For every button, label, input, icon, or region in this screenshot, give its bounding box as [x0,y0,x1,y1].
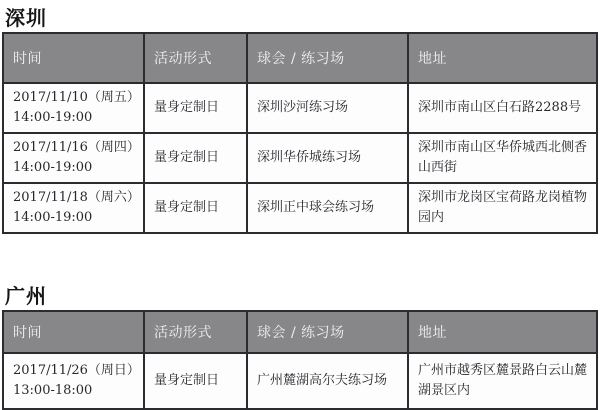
table-row [3,353,597,409]
table-row [3,183,597,233]
time-range: 13:00-18:00 [13,383,93,398]
table-row [3,133,597,183]
schedule-table-shenzhen [2,32,598,234]
time-date: 2017/11/26（周日） [13,363,140,378]
cell-time [3,183,144,233]
cell-address: 广州市越秀区麓景路白云山麓湖景区内 [408,353,597,409]
cell-address: 深圳市南山区华侨城西北侧香山西街 [408,133,597,183]
section-guangzhou [0,234,600,410]
cell-venue: 广州麓湖高尔夫练习场 [247,353,408,409]
cell-venue: 深圳华侨城练习场 [247,133,408,183]
table-header-row [3,33,597,83]
column-header-venue: 球会 / 练习场 [247,311,408,353]
column-header-address: 地址 [408,311,597,353]
column-header-activity: 活动形式 [144,33,247,83]
time-date: 2017/11/18（周六） [13,190,140,205]
table-header-row [3,311,597,353]
column-header-activity: 活动形式 [144,311,247,353]
cell-time [3,83,144,133]
time-range: 14:00-19:00 [13,210,93,225]
table-row [3,83,597,133]
time-date: 2017/11/16（周四） [13,140,140,155]
time-date: 2017/11/10（周五） [13,90,140,105]
cell-activity: 量身定制日 [144,133,247,183]
section-title-shenzhen: 深圳 [5,6,47,30]
column-header-venue: 球会 / 练习场 [247,33,408,83]
time-range: 14:00-19:00 [13,160,93,175]
column-header-time: 时间 [3,311,144,353]
column-header-time: 时间 [3,33,144,83]
column-header-address: 地址 [408,33,597,83]
cell-venue: 深圳沙河练习场 [247,83,408,133]
cell-activity: 量身定制日 [144,353,247,409]
cell-time [3,133,144,183]
cell-address: 深圳市南山区白石路2288号 [408,83,597,133]
time-range: 14:00-19:00 [13,110,93,125]
section-title-guangzhou: 广州 [5,284,47,308]
cell-venue: 深圳正中球会练习场 [247,183,408,233]
cell-address: 深圳市龙岗区宝荷路龙岗植物园内 [408,183,597,233]
cell-time [3,353,144,409]
cell-activity: 量身定制日 [144,83,247,133]
cell-activity: 量身定制日 [144,183,247,233]
schedule-table-guangzhou [2,310,598,410]
